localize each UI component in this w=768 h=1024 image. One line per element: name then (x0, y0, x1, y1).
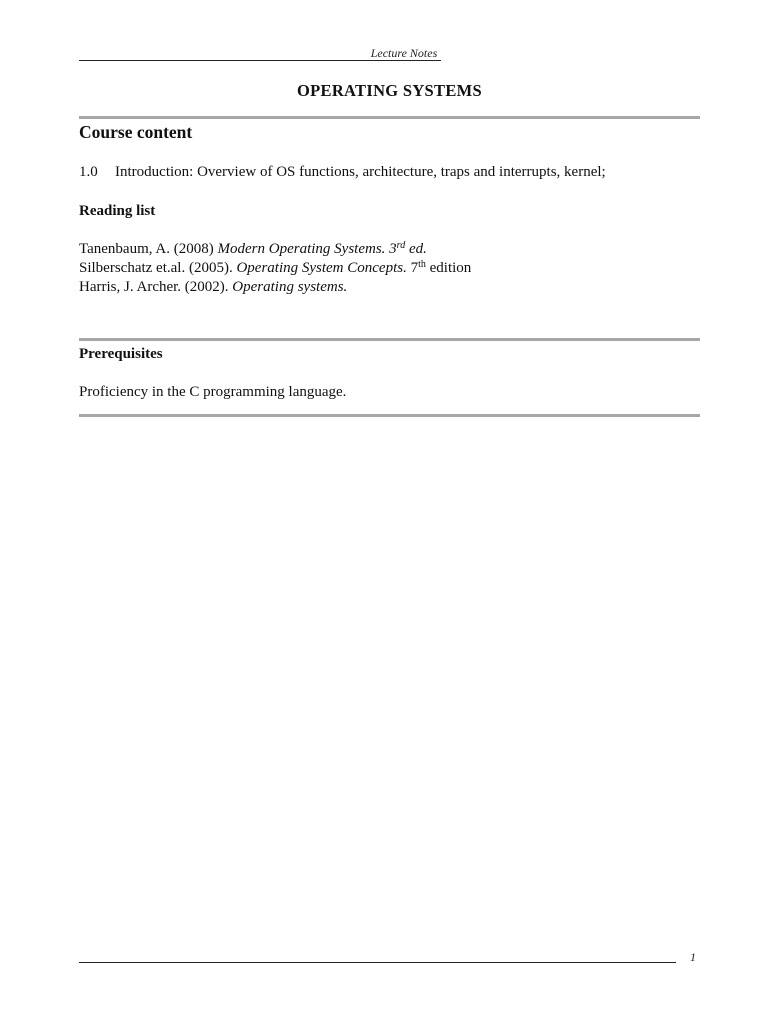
section-rule (79, 338, 700, 341)
page-number: 1 (690, 950, 696, 964)
running-header: Lecture Notes (370, 46, 438, 60)
reference-edition-number: 7 (406, 260, 419, 276)
section-rule (79, 414, 700, 417)
reference-author-year: Silberschatz et.al. (2005). (79, 260, 237, 276)
reference-title: Operating System Concepts. (236, 260, 407, 276)
footer-rule (79, 962, 676, 963)
prerequisites-text: Proficiency in the C programming language. (79, 384, 347, 400)
reference-punctuation: . (343, 279, 348, 295)
course-content-item (79, 163, 606, 181)
edition-superscript: rd (396, 240, 406, 251)
reference-title: Operating systems (232, 279, 344, 295)
course-item-number: 1.0 (79, 164, 98, 180)
reference-author-year: Harris, J. Archer. (2002). (79, 279, 233, 295)
reference-title: Modern Operating Systems. 3rd ed. (217, 240, 427, 257)
reading-list-heading: Reading list (79, 203, 156, 219)
course-content-heading: Course content (79, 122, 193, 142)
reference-author-year: Tanenbaum, A. (2008) (79, 241, 218, 257)
header-rule (79, 60, 441, 61)
prerequisites-heading: Prerequisites (79, 346, 163, 362)
reading-list-item (79, 278, 347, 296)
reading-list-item (79, 259, 471, 277)
section-rule (79, 116, 700, 119)
reference-edition-label: edition (425, 260, 472, 276)
edition-superscript: th (418, 259, 426, 270)
course-item-text: Introduction: Overview of OS functions, architecture, traps and interrupts, kernel; (115, 164, 606, 180)
document-title: OPERATING SYSTEMS (297, 81, 482, 100)
reading-list-item (79, 240, 427, 258)
